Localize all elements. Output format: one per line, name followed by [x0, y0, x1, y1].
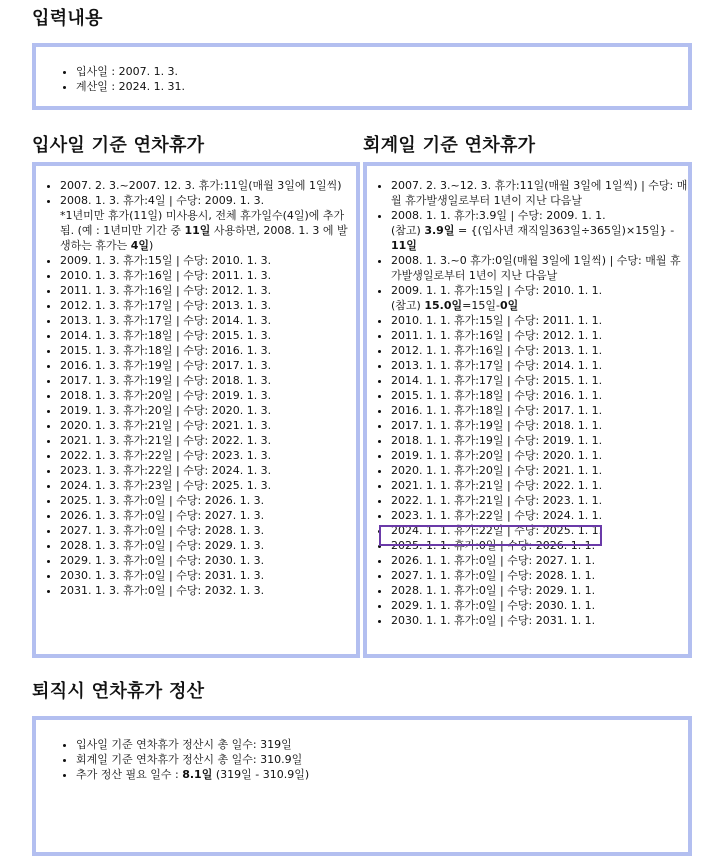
list-item: • 2022. 1. 3. 휴가:22일 | 수당: 2023. 1. 3.: [60, 448, 356, 463]
list-item: • 2018. 1. 1. 휴가:19일 | 수당: 2019. 1. 1.: [391, 433, 688, 448]
list-item: • 2018. 1. 3. 휴가:20일 | 수당: 2019. 1. 3.: [60, 388, 356, 403]
list-item: • 2007. 2. 3.~2007. 12. 3. 휴가:11일(매월 3일에 1일씩): [60, 178, 356, 193]
list-item: • 2016. 1. 1. 휴가:18일 | 수당: 2017. 1. 1.: [391, 403, 688, 418]
list-item: • 2008. 1. 3. 휴가:4일 | 수당: 2009. 1. 3. *1년미만 휴가(11일) 미사용시, 전체 휴가일수(4일)에 추가됨. (예 : 1년미만 기간 중 11일 사용하면, 2008. 1. 3 에 발생하는 휴가는 4일): [60, 193, 356, 253]
list-item: • 2028. 1. 3. 휴가:0일 | 수당: 2029. 1. 3.: [60, 538, 356, 553]
input-heading: 입력내용: [32, 8, 103, 29]
list-item: • 2019. 1. 3. 휴가:20일 | 수당: 2020. 1. 3.: [60, 403, 356, 418]
list-item: • 2029. 1. 1. 휴가:0일 | 수당: 2030. 1. 1.: [391, 598, 688, 613]
list-item: • 2031. 1. 3. 휴가:0일 | 수당: 2032. 1. 3.: [60, 583, 356, 598]
list-item: • 2029. 1. 3. 휴가:0일 | 수당: 2030. 1. 3.: [60, 553, 356, 568]
list-item: • 2011. 1. 3. 휴가:16일 | 수당: 2012. 1. 3.: [60, 283, 356, 298]
input-list: [36, 64, 688, 94]
list-item: • 2008. 1. 3.~0 휴가:0일(매월 3일에 1일씩) | 수당: 매월 휴가발생일로부터 1년이 지난 다음날: [391, 253, 688, 283]
list-item: • 2023. 1. 1. 휴가:22일 | 수당: 2024. 1. 1.: [391, 508, 688, 523]
unused-leave-note: *1년미만 휴가(11일) 미사용시, 전체 휴가일수(4일)에 추가됨. (예 : 1년미만 기간 중 11일 사용하면, 2008. 1. 3 에 발생하는 휴가는 4일): [60, 209, 348, 252]
list-item: • 2025. 1. 1. 휴가:0일 | 수당: 2026. 1. 1.: [391, 538, 688, 553]
list-item: • 2016. 1. 3. 휴가:19일 | 수당: 2017. 1. 3.: [60, 358, 356, 373]
list-item: • 2010. 1. 3. 휴가:16일 | 수당: 2011. 1. 3.: [60, 268, 356, 283]
list-item: • 2019. 1. 1. 휴가:20일 | 수당: 2020. 1. 1.: [391, 448, 688, 463]
list-item: • 2015. 1. 3. 휴가:18일 | 수당: 2016. 1. 3.: [60, 343, 356, 358]
hire-total-item: • 입사일 기준 연차휴가 정산시 총 일수: 319일: [76, 737, 688, 752]
input-box: [32, 43, 692, 110]
list-item: • 2023. 1. 3. 휴가:22일 | 수당: 2024. 1. 3.: [60, 463, 356, 478]
list-item: • 2025. 1. 3. 휴가:0일 | 수당: 2026. 1. 3.: [60, 493, 356, 508]
extra-days-item: • 추가 정산 필요 일수 : 8.1일 (319일 - 310.9일): [76, 767, 688, 782]
list-item: • 2021. 1. 1. 휴가:21일 | 수당: 2022. 1. 1.: [391, 478, 688, 493]
fiscal-date-box: [363, 162, 692, 658]
list-item: • 2013. 1. 1. 휴가:17일 | 수당: 2014. 1. 1.: [391, 358, 688, 373]
list-item: • 2009. 1. 3. 휴가:15일 | 수당: 2010. 1. 3.: [60, 253, 356, 268]
list-item: • 2007. 2. 3.~12. 3. 휴가:11일(매월 3일에 1일씩) | 수당: 매월 휴가발생일로부터 1년이 지난 다음날: [391, 178, 688, 208]
right-heading: 회계일 기준 연차휴가: [363, 135, 536, 156]
list-item: • 2022. 1. 1. 휴가:21일 | 수당: 2023. 1. 1.: [391, 493, 688, 508]
list-item: • 2008. 1. 1. 휴가:3.9일 | 수당: 2009. 1. 1. (참고) 3.9일 = {(입사년 재직일363일÷365일)×15일} - 11일: [391, 208, 688, 253]
list-item: • 2012. 1. 1. 휴가:16일 | 수당: 2013. 1. 1.: [391, 343, 688, 358]
list-item: • 2015. 1. 1. 휴가:18일 | 수당: 2016. 1. 1.: [391, 388, 688, 403]
list-item: • 2021. 1. 3. 휴가:21일 | 수당: 2022. 1. 3.: [60, 433, 356, 448]
fiscal-total-item: • 회계일 기준 연차휴가 정산시 총 일수: 310.9일: [76, 752, 688, 767]
list-item: • 2027. 1. 3. 휴가:0일 | 수당: 2028. 1. 3.: [60, 523, 356, 538]
list-item: • 2030. 1. 3. 휴가:0일 | 수당: 2031. 1. 3.: [60, 568, 356, 583]
list-item: • 2017. 1. 3. 휴가:19일 | 수당: 2018. 1. 3.: [60, 373, 356, 388]
list-item: • 2013. 1. 3. 휴가:17일 | 수당: 2014. 1. 3.: [60, 313, 356, 328]
fiscal-date-list: [367, 178, 688, 628]
list-item: • 2011. 1. 1. 휴가:16일 | 수당: 2012. 1. 1.: [391, 328, 688, 343]
list-item: • 2010. 1. 1. 휴가:15일 | 수당: 2011. 1. 1.: [391, 313, 688, 328]
hire-date-box: [32, 162, 360, 658]
list-item: • 2024. 1. 3. 휴가:23일 | 수당: 2025. 1. 3.: [60, 478, 356, 493]
list-item: • 2027. 1. 1. 휴가:0일 | 수당: 2028. 1. 1.: [391, 568, 688, 583]
list-item: • 2017. 1. 1. 휴가:19일 | 수당: 2018. 1. 1.: [391, 418, 688, 433]
hire-date-list: [36, 178, 356, 598]
list-item: • 2020. 1. 3. 휴가:21일 | 수당: 2021. 1. 3.: [60, 418, 356, 433]
list-item: • 2014. 1. 3. 휴가:18일 | 수당: 2015. 1. 3.: [60, 328, 356, 343]
list-item: • 2014. 1. 1. 휴가:17일 | 수당: 2015. 1. 1.: [391, 373, 688, 388]
list-item: • 2030. 1. 1. 휴가:0일 | 수당: 2031. 1. 1.: [391, 613, 688, 628]
list-item: • 2028. 1. 1. 휴가:0일 | 수당: 2029. 1. 1.: [391, 583, 688, 598]
left-heading: 입사일 기준 연차휴가: [32, 135, 205, 156]
hire-date-item: • 입사일 : 2007. 1. 3.: [76, 64, 688, 79]
settlement-list: [36, 737, 688, 782]
list-item: • 2020. 1. 1. 휴가:20일 | 수당: 2021. 1. 1.: [391, 463, 688, 478]
settlement-box: [32, 716, 692, 856]
list-item: • 2024. 1. 1. 휴가:22일 | 수당: 2025. 1. 1.: [391, 523, 688, 538]
calc-date-item: • 계산일 : 2024. 1. 31.: [76, 79, 688, 94]
list-item: • 2026. 1. 3. 휴가:0일 | 수당: 2027. 1. 3.: [60, 508, 356, 523]
list-item: • 2009. 1. 1. 휴가:15일 | 수당: 2010. 1. 1. (참고) 15.0일=15일-0일: [391, 283, 688, 313]
list-item: • 2026. 1. 1. 휴가:0일 | 수당: 2027. 1. 1.: [391, 553, 688, 568]
list-item: • 2012. 1. 3. 휴가:17일 | 수당: 2013. 1. 3.: [60, 298, 356, 313]
settle-heading: 퇴직시 연차휴가 정산: [32, 681, 205, 702]
